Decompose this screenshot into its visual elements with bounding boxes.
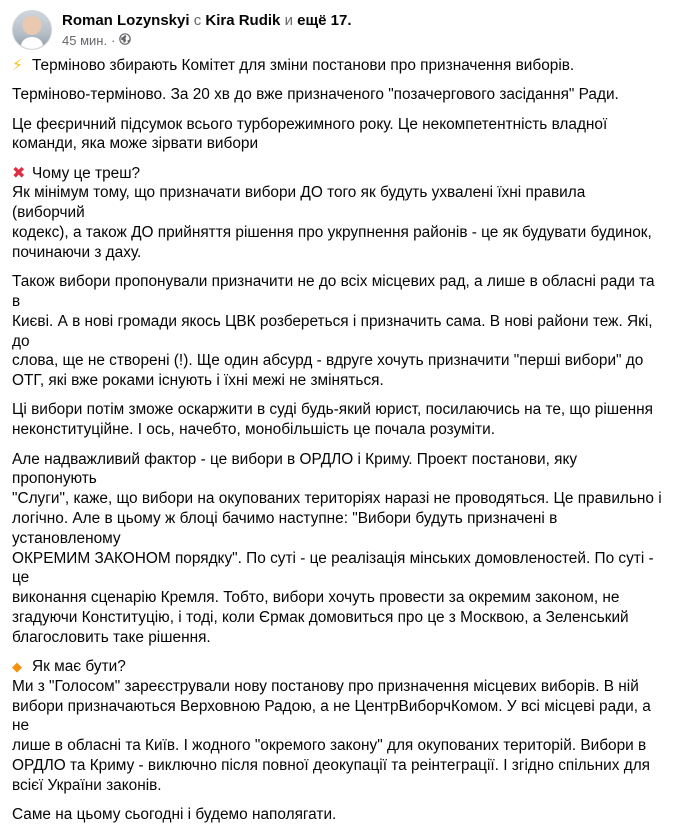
paragraph-5: Також вибори пропонували призначити не до всіх місцевих рад, а лише в обласні ради та в Києві. А в нові громади якось ЦВК розбереться і призначить сама. В нові райони теж. Які, до слова, ще не створені (!). Ще один абсурд - вдруге хочуть призначити "перші вибори" до ОТГ, які вже роками існують і їхні межі не зміняться.	[12, 273, 655, 390]
tagged-person-link[interactable]: Kira Rudik	[205, 12, 281, 29]
author-name-link[interactable]: Roman Lozynskyi	[62, 12, 190, 29]
post-header	[12, 10, 352, 50]
paragraph-3: Це феєричний підсумок всього турборежимного року. Це некомпетентність владної команди, яка може зірвати вибори	[12, 115, 608, 153]
paragraph-2: Терміново-терміново. За 20 хв до вже призначеного "позачергового засідання" Ради.	[12, 86, 619, 104]
paragraph-4-body: Як мінімум тому, що призначати вибори ДО того як будуть ухвалені їхні правила (виборчий кодекс), а також ДО прийняття рішення про укрупнення районів - це як будувати будинок, починаючи з даху.	[12, 184, 652, 261]
paragraph-8-title: Як має бути?	[32, 658, 126, 676]
paragraph-6: Ці вибори потім зможе оскаржити в суді будь-який юрист, посилаючись на те, що рішення неконституційне. І ось, начебто, монобільшість це почала розуміти.	[12, 401, 653, 439]
and-word: и	[284, 12, 293, 29]
post-authors	[62, 11, 352, 30]
author-avatar[interactable]	[12, 10, 52, 50]
paragraph-9: Саме на цьому сьогодні і будемо наполягати.	[12, 806, 337, 824]
separator-dot: ·	[111, 33, 116, 48]
cross-mark-icon: ✖	[12, 164, 26, 182]
post-subline	[62, 33, 352, 48]
paragraph-1	[12, 56, 662, 76]
orange-diamond-icon: ◆	[12, 659, 22, 675]
with-word: с	[193, 12, 202, 29]
post-content	[12, 56, 662, 834]
others-link[interactable]: ещё 17.	[297, 12, 352, 29]
paragraph-7: Але надважливий фактор - це вибори в ОРДЛО і Криму. Проект постанови, яку пропонують "Слуги", каже, що вибори на окупованих територіях наразі не проводяться. Це правильно і логічно. Але в цьому ж блоці бачимо наступне: "Вибори будуть призначені в установленому ОКРЕМИМ ЗАКОНОМ порядку". По суті - це реалізація мінських домовленостей. По суті - це виконання сценарію Кремля. Тобто, вибори хочуть провести за окремим законом, не згадуючи Конституцію, і тоді, коли Єрмак домовиться про це з Москвою, а Зеленський благословить таке рішення.	[12, 450, 662, 646]
paragraph-8-body: Ми з "Голосом" зареєстрували нову постанову про призначення місцевих виборів. В ній вибори призначаються Верховною Радою, а не ЦентрВиборчКомом. У всі місцеві ради, а не лише в обласні та Київ. І жодного "окремого закону" для окупованих територій. Вибори в ОРДЛО та Криму - виключно після повної деокупації та реінтеграції. І згідно спільних для всієї України законів.	[12, 677, 651, 794]
globe-icon[interactable]	[119, 33, 131, 48]
post-meta	[62, 10, 352, 50]
post-timestamp-link[interactable]: 45 мин.	[62, 33, 108, 48]
paragraph-8	[12, 657, 662, 796]
high-voltage-icon: ⚡	[12, 57, 23, 74]
paragraph-4-title: Чому це треш?	[32, 164, 141, 182]
paragraph-4	[12, 164, 662, 263]
paragraph-1-text: Терміново збирають Комітет для зміни постанови про призначення виборів.	[32, 57, 575, 74]
